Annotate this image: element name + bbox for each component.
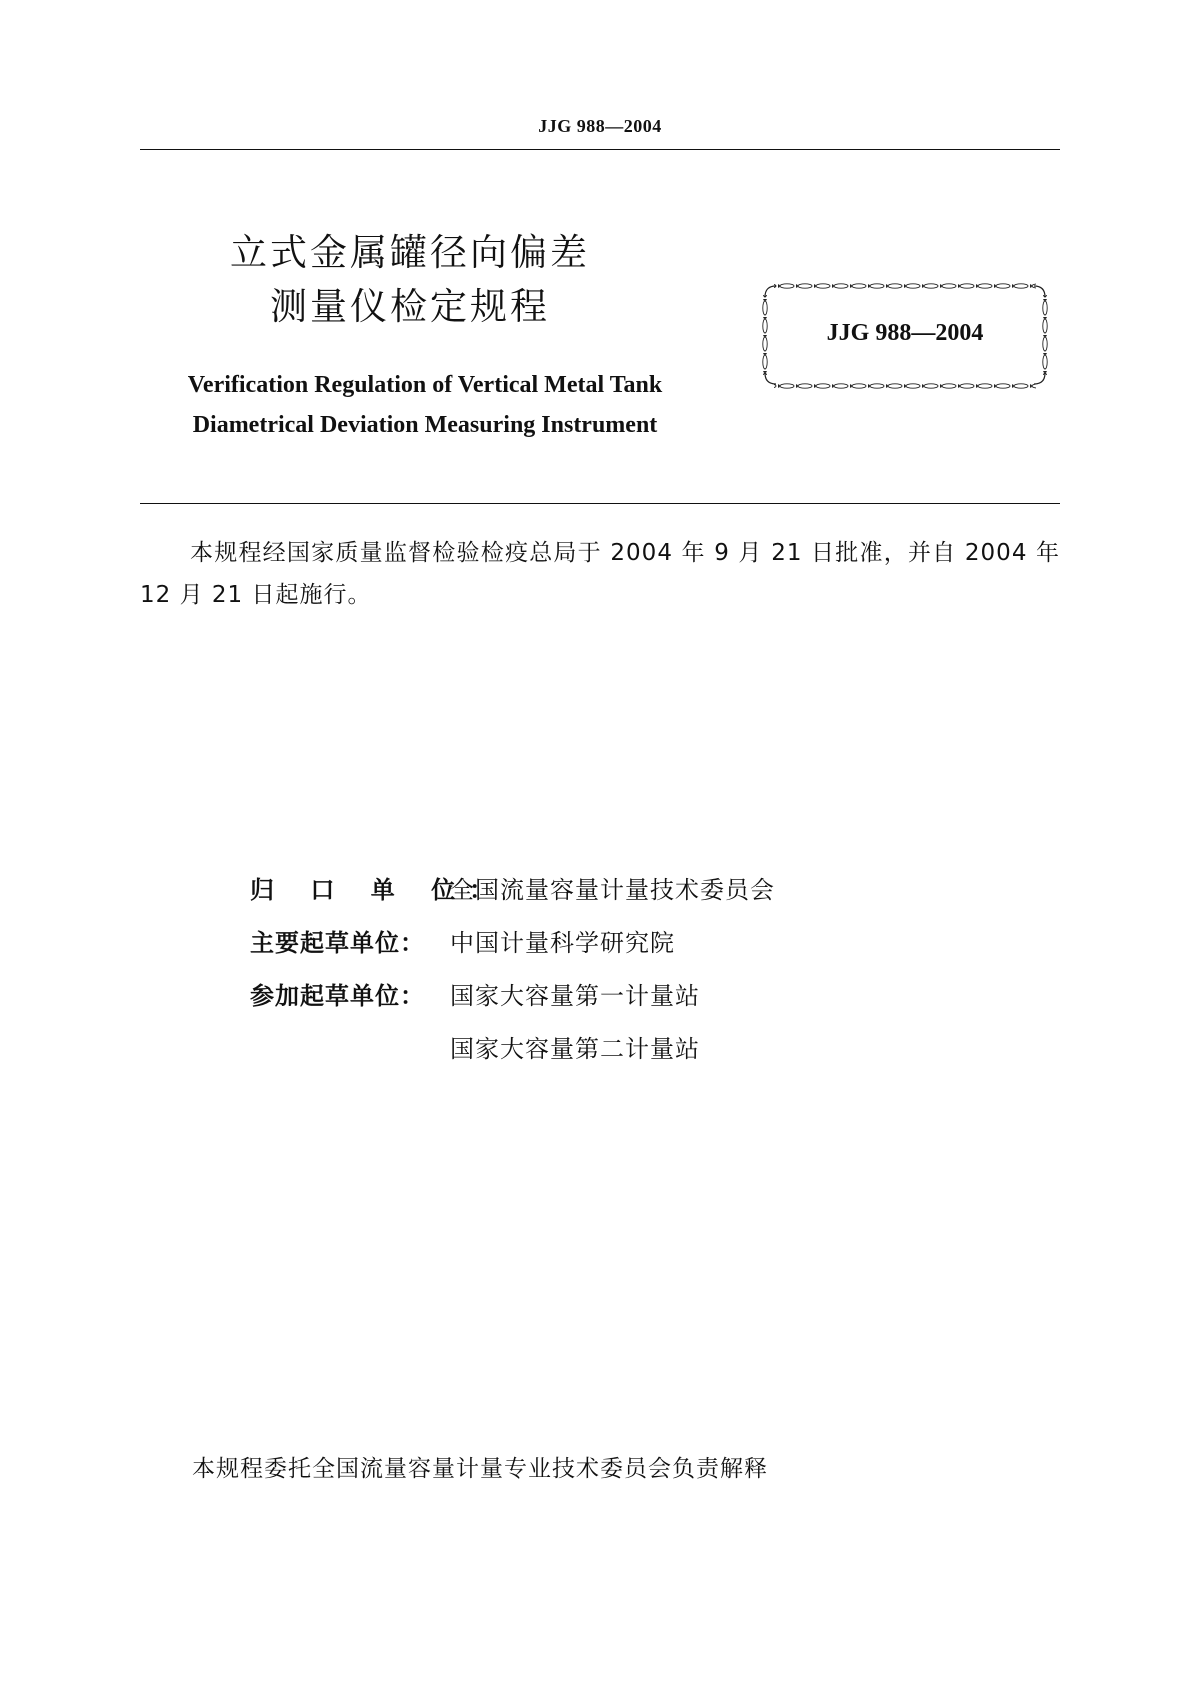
title-rule <box>140 503 1060 504</box>
unit-value: 国家大容量第一计量站 <box>450 982 700 1010</box>
drafting-units <box>250 864 775 1076</box>
unit-value: 全国流量容量计量技术委员会 <box>450 876 775 904</box>
code-box-text: JJG 988—2004 <box>826 320 984 346</box>
unit-label: 参加起草单位： <box>250 982 425 1010</box>
unit-label: 主要起草单位： <box>250 929 425 957</box>
unit-row-main-drafter <box>250 917 775 970</box>
title-en-line1: Verification Regulation of Vertical Metal Tank <box>187 372 663 398</box>
interpretation-note: 本规程委托全国流量容量计量专业技术委员会负责解释 <box>192 1456 768 1482</box>
title-cn-line1: 立式金属罐径向偏差 <box>230 231 590 274</box>
running-header: JJG 988—2004 <box>538 116 662 136</box>
header-rule <box>140 149 1060 150</box>
title-cn-line2: 测量仪检定规程 <box>270 285 550 328</box>
unit-row-participating-drafter <box>250 970 775 1023</box>
unit-value: 国家大容量第二计量站 <box>450 1035 700 1063</box>
unit-value: 中国计量科学研究院 <box>450 929 675 957</box>
unit-row-responsible <box>250 864 775 917</box>
unit-label: 归 口 单 位： <box>250 876 508 904</box>
unit-row-participating-drafter-2 <box>250 1023 775 1076</box>
approval-text: 本规程经国家质量监督检验检疫总局于 2004 年 9 月 21 日批准，并自 2004 年 12 月 21 日起施行。 <box>140 540 1060 608</box>
title-en-line2: Diametrical Deviation Measuring Instrument <box>192 412 658 438</box>
code-box <box>760 281 1050 389</box>
